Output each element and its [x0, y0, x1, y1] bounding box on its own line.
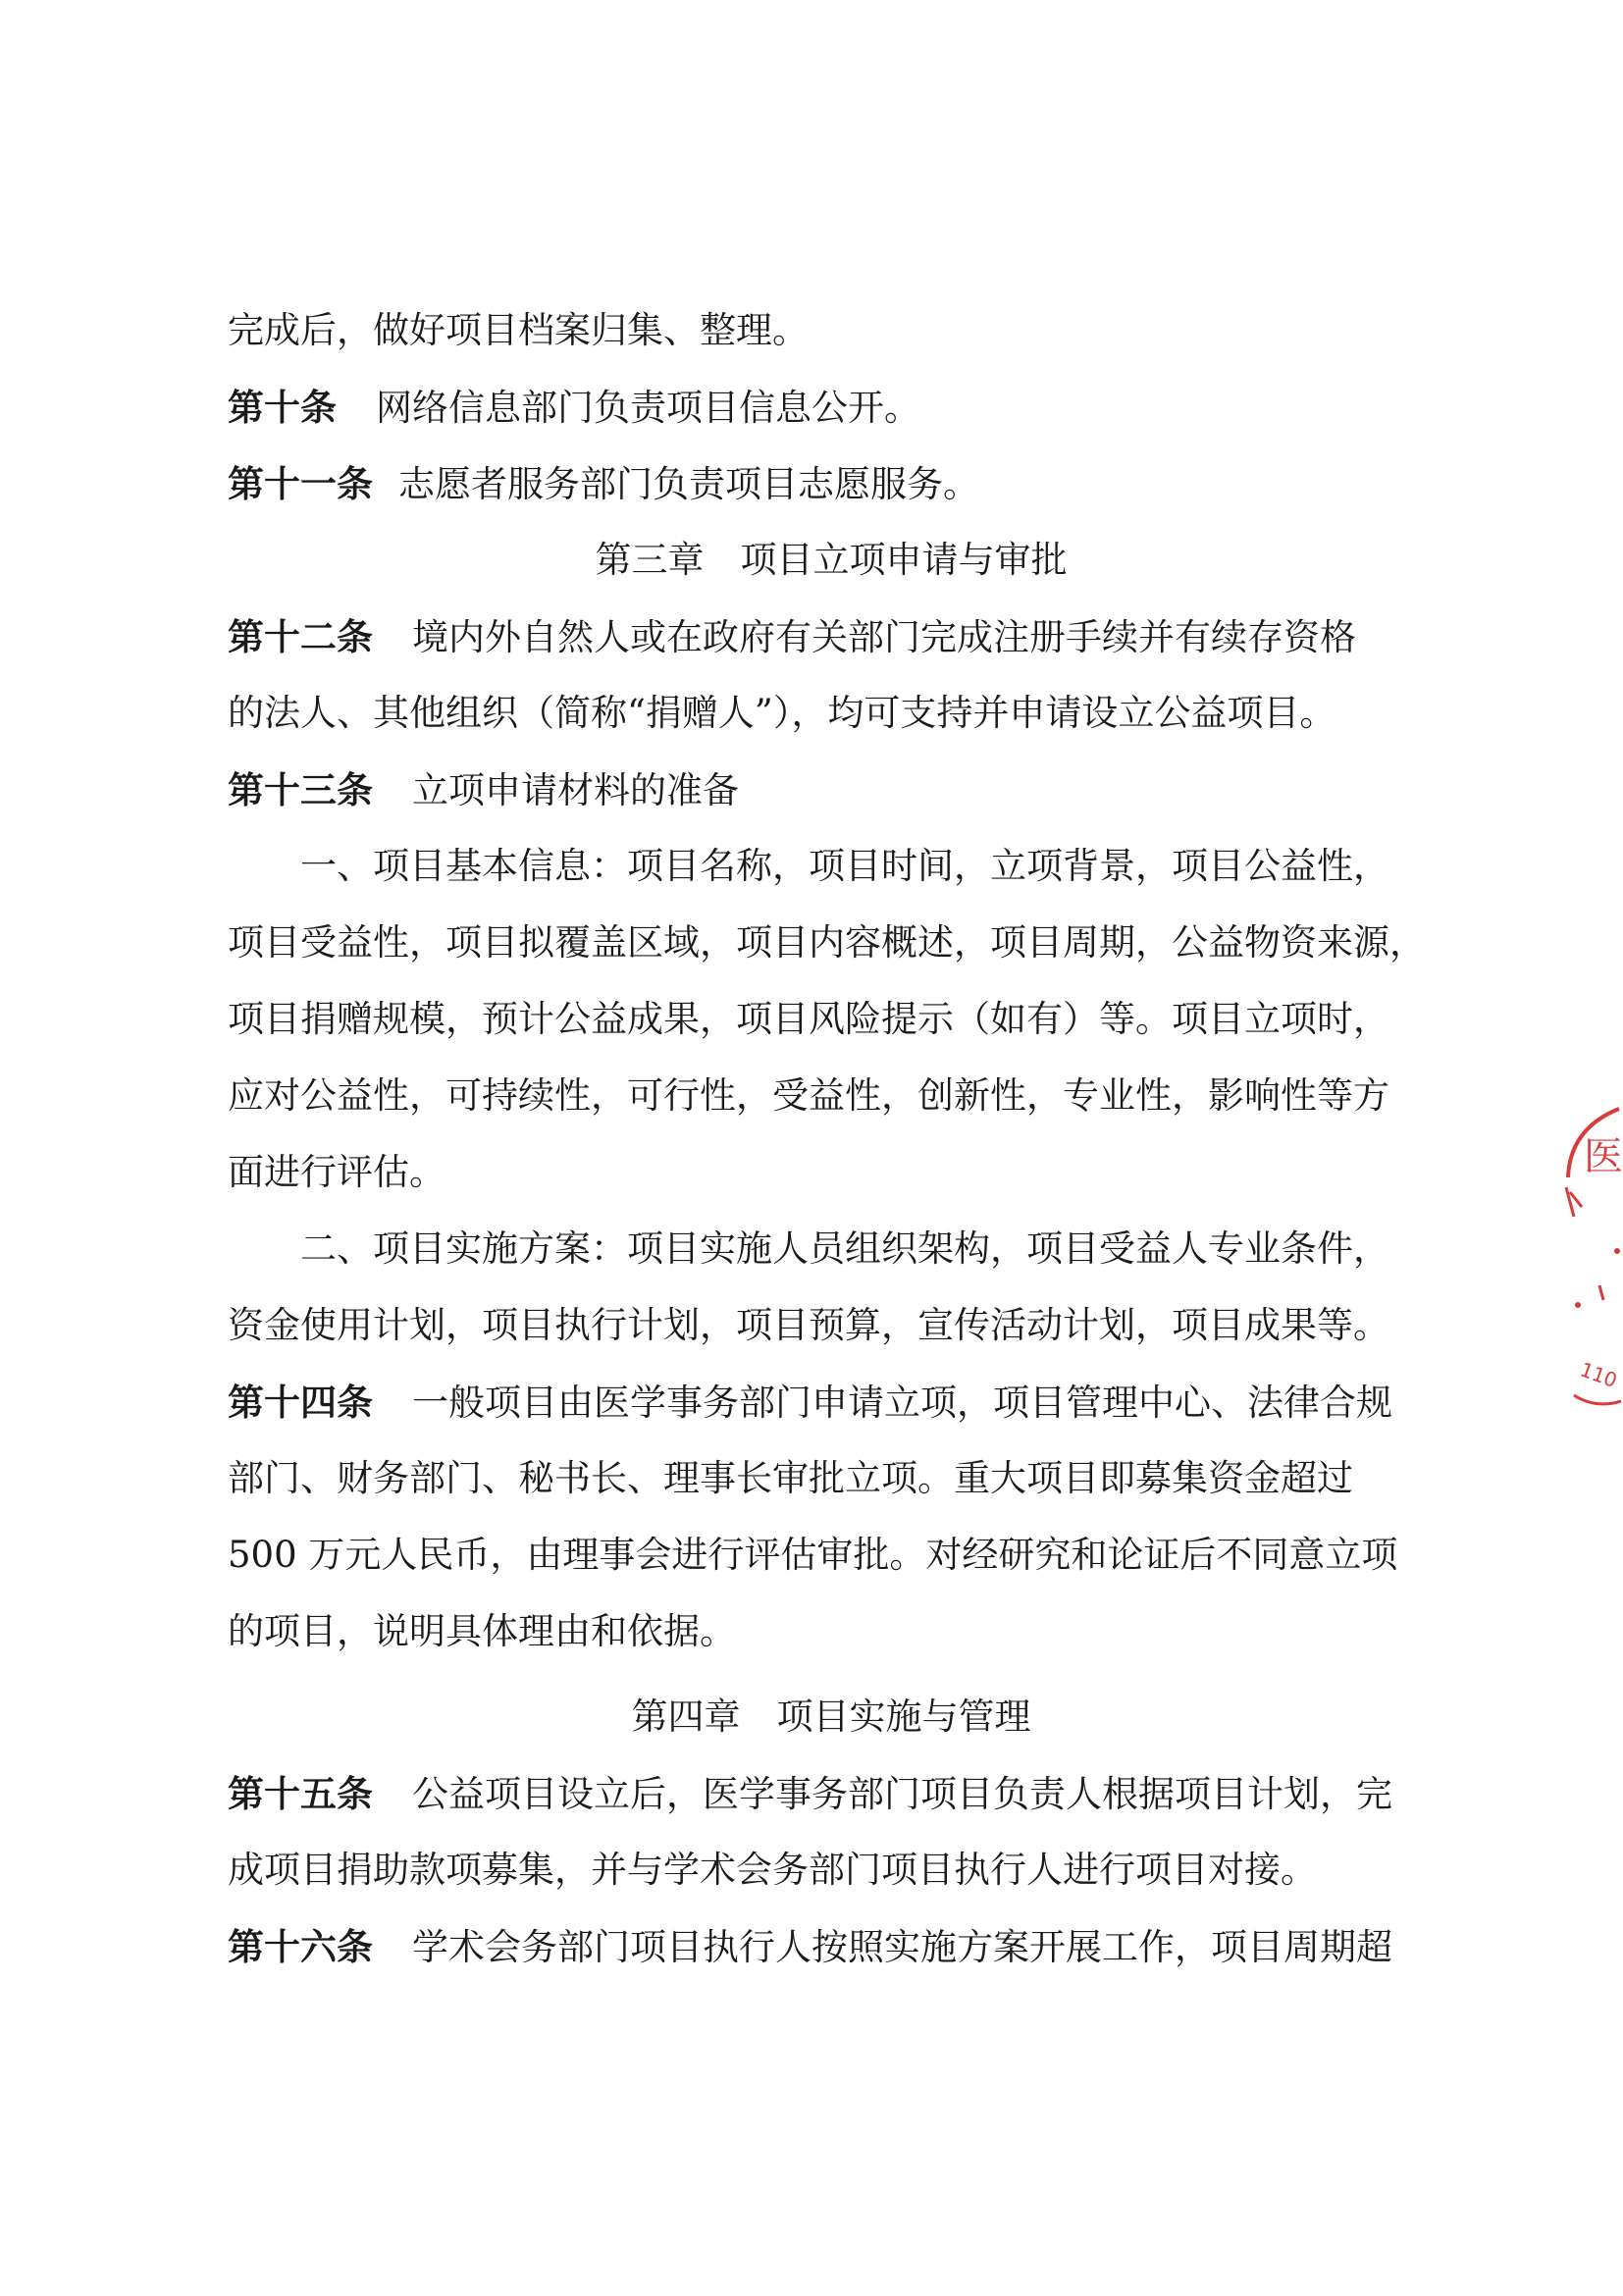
- article-12: 第十二条 境内外自然人或在政府有关部门完成注册手续并有续存资格: [228, 615, 1356, 658]
- article-number: 第十一条: [228, 462, 373, 505]
- article-13: 第十三条 立项申请材料的准备: [228, 768, 739, 811]
- article-number: 第十六条: [228, 1925, 373, 1968]
- article-number: 第十五条: [228, 1772, 373, 1815]
- paragraph-line: 应对公益性，可持续性，可行性，受益性，创新性，专业性，影响性等方: [228, 1074, 1389, 1117]
- article-number: 第十条: [228, 386, 337, 429]
- article-11: 第十一条 志愿者服务部门负责项目志愿服务。: [228, 462, 979, 505]
- paragraph-line: 500 万元人民币，由理事会进行评估审批。对经研究和论证后不同意立项: [228, 1534, 1398, 1576]
- svg-text:医: 医: [1584, 1134, 1623, 1179]
- svg-text:110: 110: [1577, 1357, 1621, 1393]
- chapter-3-heading: 第三章 项目立项申请与审批: [595, 539, 1068, 581]
- paragraph-line: 成项目捐助款项募集，并与学术会务部门项目执行人进行项目对接。: [228, 1849, 1317, 1891]
- paragraph-line: 的项目，说明具体理由和依据。: [228, 1610, 736, 1652]
- paragraph-line: 资金使用计划，项目执行计划，项目预算，宣传活动计划，项目成果等。: [228, 1304, 1389, 1346]
- paragraph-line: 面进行评估。: [228, 1151, 445, 1193]
- official-seal-icon: [1560, 1089, 1623, 1413]
- paragraph-line: 项目捐赠规模，预计公益成果，项目风险提示（如有）等。项目立项时，: [228, 998, 1389, 1040]
- article-number: 第十四条: [228, 1381, 373, 1424]
- article-number: 第十二条: [228, 615, 373, 658]
- paragraph-line: 项目受益性，项目拟覆盖区域，项目内容概述，项目周期，公益物资来源，: [228, 921, 1426, 964]
- article-10: 第十条 网络信息部门负责项目信息公开。: [228, 386, 920, 429]
- paragraph-line: 部门、财务部门、秘书长、理事长审批立项。重大项目即募集资金超过: [228, 1457, 1353, 1499]
- chapter-4-heading: 第四章 项目实施与管理: [631, 1696, 1031, 1738]
- article-14: 第十四条 一般项目由医学事务部门申请立项，项目管理中心、法律合规: [228, 1381, 1392, 1424]
- article-15: 第十五条 公益项目设立后，医学事务部门项目负责人根据项目计划，完: [228, 1772, 1392, 1815]
- paragraph-line: 二、项目实施方案：项目实施人员组织架构，项目受益人专业条件，: [300, 1227, 1389, 1270]
- paragraph-line: 完成后，做好项目档案归集、整理。: [228, 309, 809, 351]
- article-16: 第十六条 学术会务部门项目执行人按照实施方案开展工作，项目周期超: [228, 1925, 1392, 1968]
- paragraph-line: 的法人、其他组织（简称“捐赠人”），均可支持并申请设立公益项目。: [228, 692, 1336, 734]
- article-number: 第十三条: [228, 768, 373, 811]
- paragraph-line: 一、项目基本信息：项目名称，项目时间，立项背景，项目公益性，: [300, 845, 1389, 887]
